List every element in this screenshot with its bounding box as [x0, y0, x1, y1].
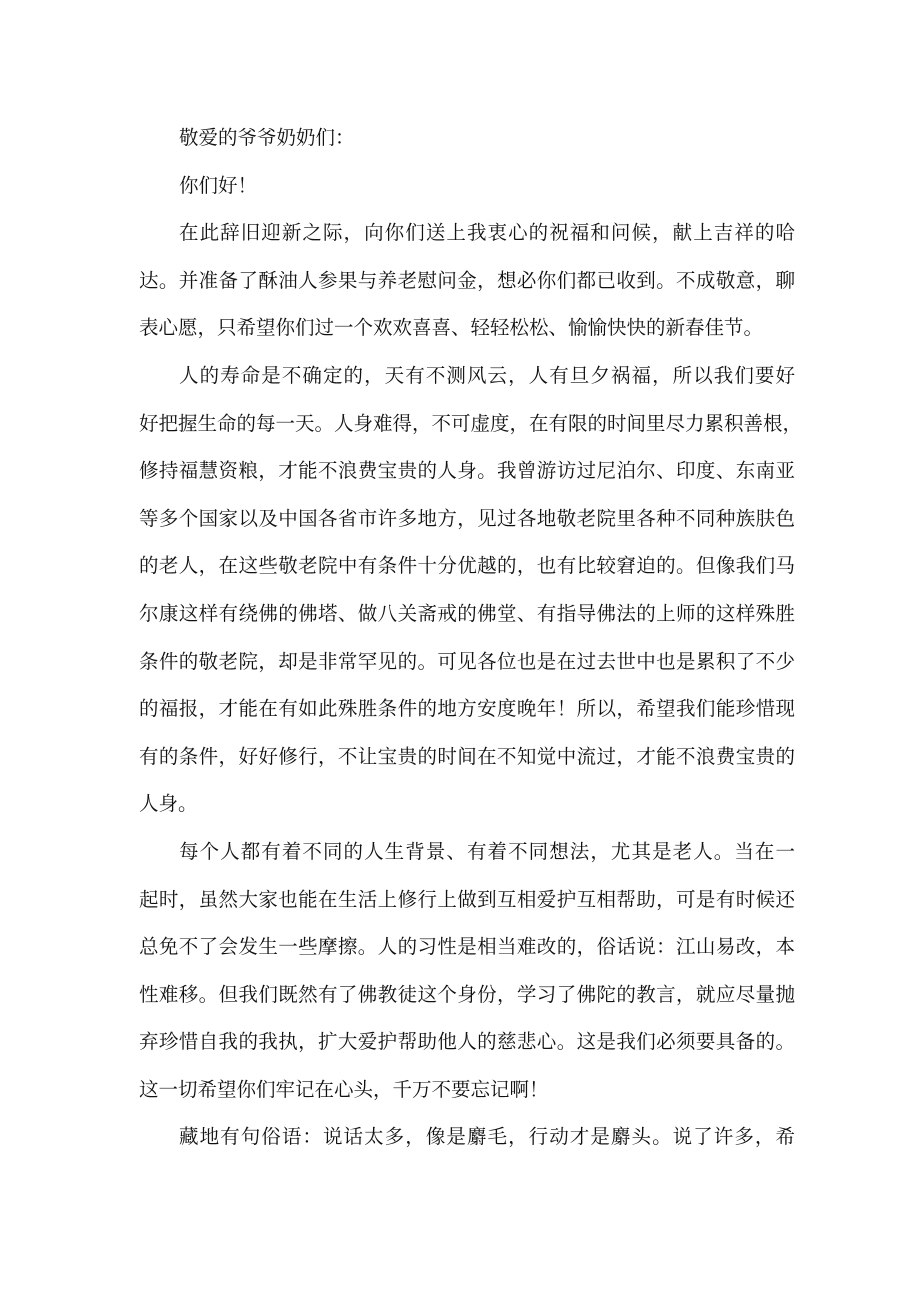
- greeting: 你们好！: [179, 173, 258, 197]
- paragraph-2-line-8: 的福报，才能在有如此殊胜条件的地方安度晚年！所以，希望我们能珍惜现: [139, 697, 795, 721]
- paragraph-2-line-2: 好把握生命的每一天。人身难得，不可虚度，在有限的时间里尽力累积善根，: [139, 411, 803, 435]
- paragraph-4-line-1: 藏地有句俗语：说话太多，像是麝毛，行动才是麝头。说了许多，希: [179, 1125, 795, 1149]
- paragraph-2-line-3: 修持福慧资粮，才能不浪费宝贵的人身。我曾游访过尼泊尔、印度、东南亚: [139, 459, 795, 483]
- paragraph-1-line-2: 达。并准备了酥油人参果与养老慰问金，想必你们都已收到。不成敬意，聊: [139, 268, 795, 292]
- paragraph-3-line-4: 性难移。但我们既然有了佛教徒这个身份，学习了佛陀的教言，就应尽量抛: [139, 982, 795, 1006]
- letter-body: [139, 114, 803, 1161]
- paragraph-2-line-1: 人的寿命是不确定的，天有不测风云，人有旦夕祸福，所以我们要好: [179, 363, 795, 387]
- paragraph-1-line-3: 表心愿，只希望你们过一个欢欢喜喜、轻轻松松、愉愉快快的新春佳节。: [139, 316, 764, 340]
- paragraph-3-line-5: 弃珍惜自我的我执，扩大爱护帮助他人的慈悲心。这是我们必须要具备的。: [139, 1030, 795, 1054]
- paragraph-2-line-7: 条件的敬老院，却是非常罕见的。可见各位也是在过去世中也是累积了不少: [139, 649, 795, 673]
- paragraph-3-line-1: 每个人都有着不同的人生背景、有着不同想法，尤其是老人。当在一: [179, 839, 795, 863]
- salutation: 敬爱的爷爷奶奶们：: [179, 126, 355, 149]
- paragraph-3-line-2: 起时，虽然大家也能在生活上修行上做到互相爱护互相帮助，可是有时候还: [139, 887, 795, 911]
- paragraph-3-line-6: 这一切希望你们牢记在心头，千万不要忘记啊！: [139, 1077, 549, 1101]
- paragraph-2-line-9: 有的条件，好好修行，不让宝贵的时间在不知觉中流过，才能不浪费宝贵的: [139, 744, 795, 768]
- paragraph-1-line-1: 在此辞旧迎新之际，向你们送上我衷心的祝福和问候，献上吉祥的哈: [179, 221, 795, 245]
- paragraph-2-line-10: 人身。: [139, 792, 198, 816]
- paragraph-2-line-6: 尔康这样有绕佛的佛塔、做八关斋戒的佛堂、有指导佛法的上师的这样殊胜: [139, 601, 795, 625]
- paragraph-3-line-3: 总免不了会发生一些摩擦。人的习性是相当难改的，俗话说：江山易改，本: [139, 935, 795, 959]
- paragraph-2-line-5: 的老人，在这些敬老院中有条件十分优越的，也有比较窘迫的。但像我们马: [139, 554, 795, 578]
- paragraph-2-line-4: 等多个国家以及中国各省市许多地方，见过各地敬老院里各种不同种族肤色: [139, 506, 795, 530]
